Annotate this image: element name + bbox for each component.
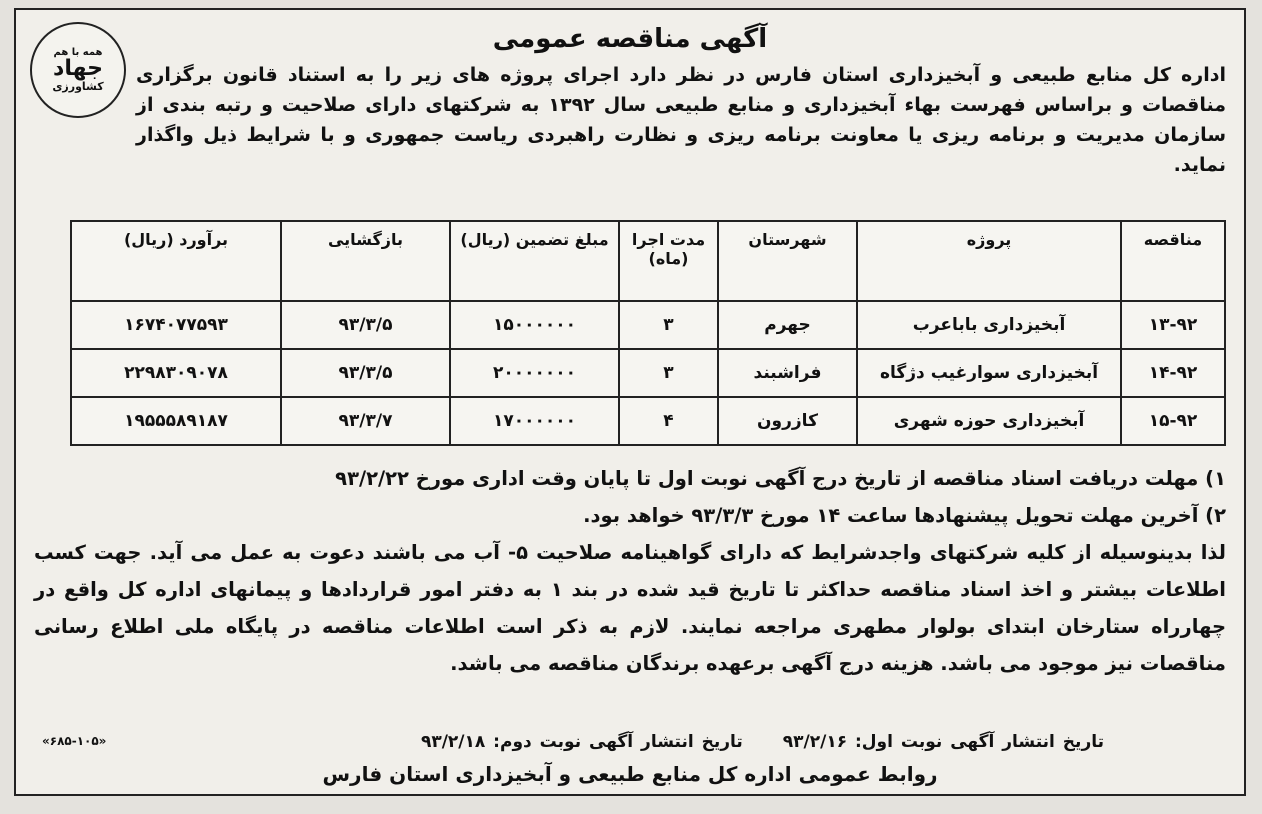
table-row xyxy=(71,397,1225,445)
conditions-paragraph: لذا بدینوسیله از کلیه شرکتهای واجدشرایط که دارای گواهینامه صلاحیت ۵- آب می باشند دعوت به عمل می آید. جهت کسب اطلاعات بیشتر و اخذ اسناد مناقصه حداکثر تا تاریخ قید شده در بند ۱ به دفتر امور قراردادها و پیمانهای اداره کل واقع در چهارراه ستارخان ابتدای بولوار مطهری مراجعه نمایند. لازم به ذکر است اطلاعات مناقصه در پایگاه ملی اطلاع رسانی مناقصات نیز موجود می باشد. هزینه درج آگهی برعهده برندگان مناقصه می باشد. xyxy=(34,541,1226,675)
cell-county: جهرم xyxy=(718,301,857,349)
logo-main-text: جهاد xyxy=(53,56,103,81)
cell-county: کازرون xyxy=(718,397,857,445)
table-header-row xyxy=(71,221,1225,301)
cell-estimate: ۲۲۹۸۳۰۹۰۷۸ xyxy=(71,349,281,397)
cell-opening: ۹۳/۳/۵ xyxy=(281,349,450,397)
ad-code: «۶۸۵-۱۰۵» xyxy=(42,734,107,748)
header-tender: مناقصه xyxy=(1121,221,1225,301)
cell-tender: ۱۳-۹۲ xyxy=(1121,301,1225,349)
logo-top-text: همه با هم xyxy=(53,47,103,58)
cell-tender: ۱۵-۹۲ xyxy=(1121,397,1225,445)
cell-guarantee: ۱۷۰۰۰۰۰۰ xyxy=(450,397,619,445)
table-row xyxy=(71,301,1225,349)
cell-opening: ۹۳/۳/۵ xyxy=(281,301,450,349)
announcement-title: آگهی مناقصه عمومی xyxy=(492,24,768,54)
cell-tender: ۱۴-۹۲ xyxy=(1121,349,1225,397)
cell-estimate: ۱۶۷۴۰۷۷۵۹۳ xyxy=(71,301,281,349)
header-estimate: برآورد (ریال) xyxy=(71,221,281,301)
header-opening: بازگشایی xyxy=(281,221,450,301)
cell-guarantee: ۲۰۰۰۰۰۰۰ xyxy=(450,349,619,397)
cell-project: آبخیزداری باباعرب xyxy=(857,301,1121,349)
header-county: شهرستان xyxy=(718,221,857,301)
second-publication-date: تاریخ انتشار آگهی نوبت دوم: ۹۳/۲/۱۸ xyxy=(420,732,743,752)
tender-announcement xyxy=(14,8,1246,796)
cell-county: فراشبند xyxy=(718,349,857,397)
conditions-section xyxy=(34,460,1226,682)
logo-sub-text: کشاورزی xyxy=(52,80,104,93)
header-duration: مدت اجرا (ماه) xyxy=(619,221,718,301)
condition-item-1: ۱) مهلت دریافت اسناد مناقصه از تاریخ درج آگهی نوبت اول تا پایان وقت اداری مورخ ۹۳/۲/۲۲ xyxy=(335,467,1226,490)
projects-table xyxy=(70,220,1226,446)
cell-project: آبخیزداری سوارغیب دژگاه xyxy=(857,349,1121,397)
table-row xyxy=(71,349,1225,397)
header-project: پروژه xyxy=(857,221,1121,301)
cell-estimate: ۱۹۵۵۵۸۹۱۸۷ xyxy=(71,397,281,445)
cell-project: آبخیزداری حوزه شهری xyxy=(857,397,1121,445)
cell-duration: ۳ xyxy=(619,349,718,397)
signature-line: روابط عمومی اداره کل منابع طبیعی و آبخیزداری استان فارس xyxy=(322,762,938,786)
first-publication-date: تاریخ انتشار آگهی نوبت اول: ۹۳/۲/۱۶ xyxy=(782,732,1104,752)
cell-opening: ۹۳/۳/۷ xyxy=(281,397,450,445)
publication-dates xyxy=(381,732,1104,752)
condition-item-2: ۲) آخرین مهلت تحویل پیشنهادها ساعت ۱۴ مورخ ۹۳/۳/۳ خواهد بود. xyxy=(583,504,1226,527)
cell-guarantee: ۱۵۰۰۰۰۰۰ xyxy=(450,301,619,349)
cell-duration: ۴ xyxy=(619,397,718,445)
intro-paragraph: اداره کل منابع طبیعی و آبخیزداری استان فارس در نظر دارد اجرای پروژه های زیر را به استناد قانون برگزاری مناقصات و براساس فهرست بهاء آبخیزداری و منابع طبیعی سال ۱۳۹۲ به شرکتهای دارای صلاحیت و رتبه بندی از سازمان مدیریت و برنامه ریزی یا معاونت برنامه ریزی و نظارت راهبردی ریاست جمهوری و با شرایط ذیل واگذار نماید. xyxy=(136,64,1226,176)
header-guarantee: مبلغ تضمین (ریال) xyxy=(450,221,619,301)
cell-duration: ۳ xyxy=(619,301,718,349)
